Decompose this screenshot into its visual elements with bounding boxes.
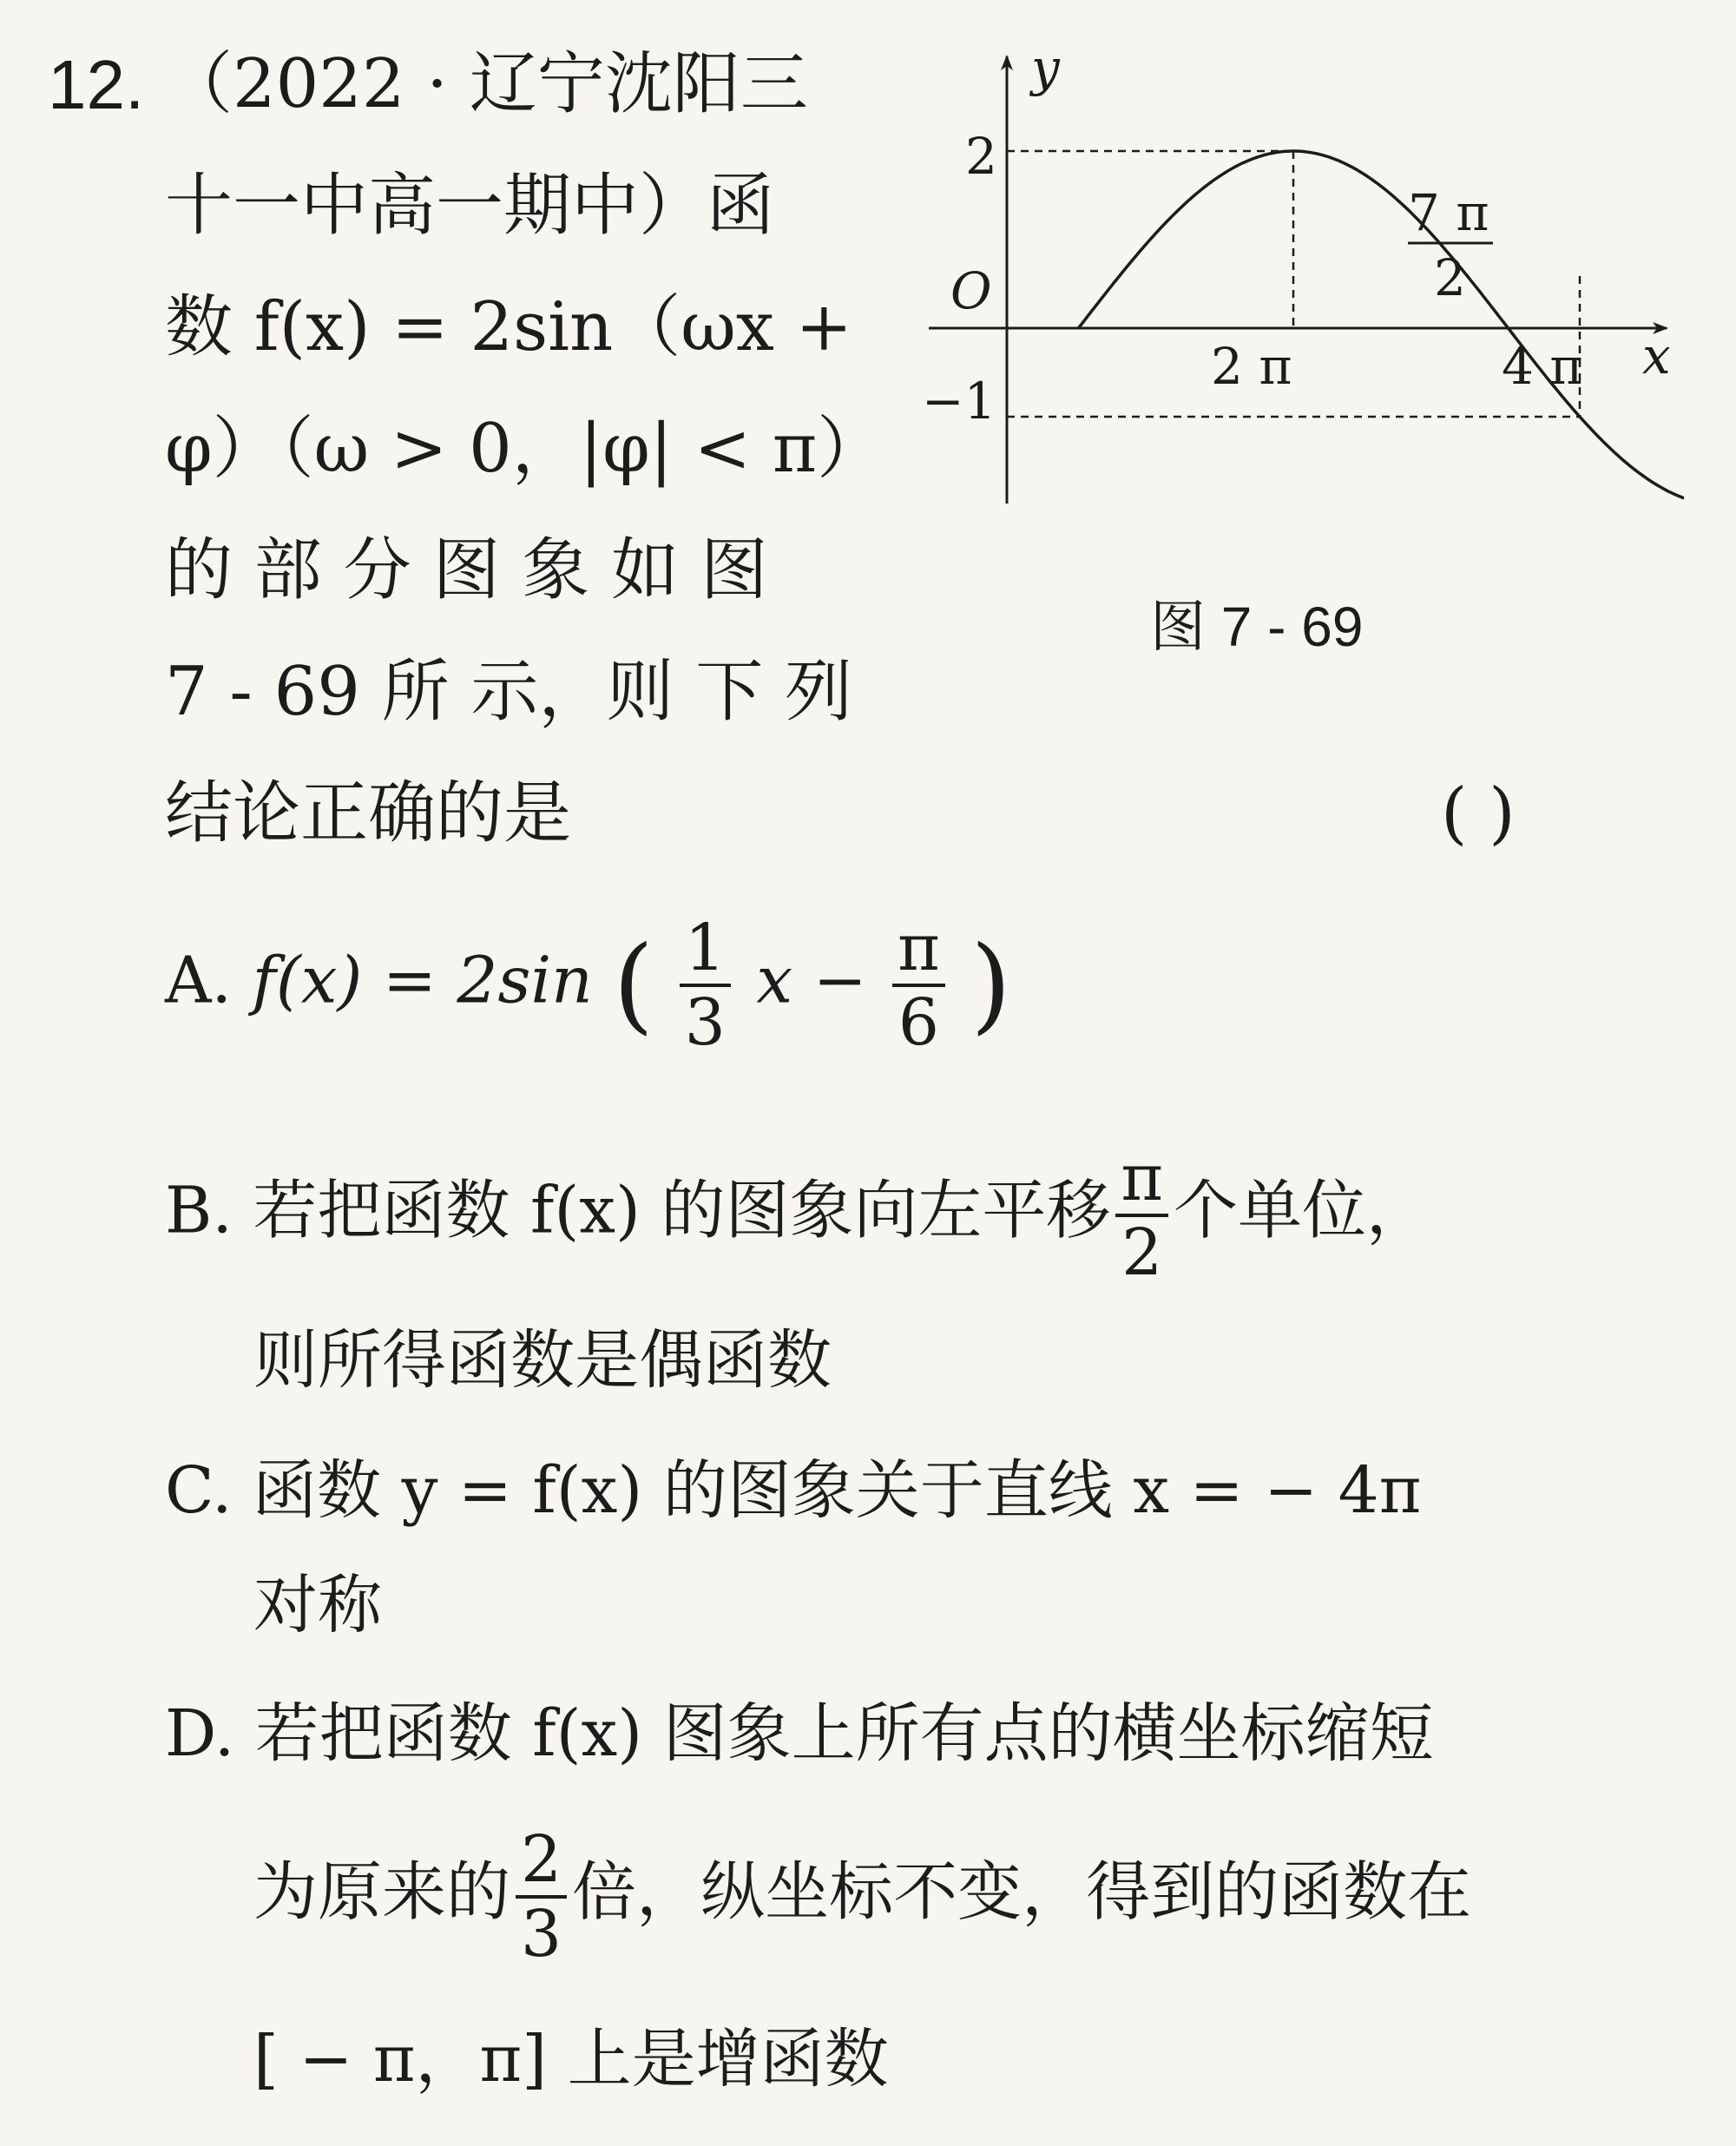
x-tick-7pi2-denominator: 2 <box>1434 248 1466 307</box>
option-d-line-2 <box>253 1822 1472 1972</box>
question-number: 12. <box>48 46 145 123</box>
option-b-text-post: 个单位， <box>1173 1173 1430 1248</box>
origin-label: O <box>950 261 992 320</box>
option-a[interactable] <box>165 911 1012 1060</box>
x-tick-7pi2-numerator: 7 π <box>1408 183 1489 242</box>
option-a-function: f(x) = 2sin <box>252 943 593 1018</box>
option-d-fraction: $\frac{2}{3}$ <box>516 1827 567 1966</box>
option-a-open-paren: ( <box>613 925 654 1045</box>
option-b-fraction: $\frac{\pi}{2}$ <box>1115 1146 1168 1285</box>
option-d-label: D. <box>165 1696 235 1771</box>
x-axis-label: x <box>1642 326 1671 385</box>
option-b-label: B. <box>165 1173 233 1248</box>
stem-line-6: 7 - 69 所 示，则 下 列 <box>165 653 852 731</box>
stem-line-1: （2022 · 辽宁沈阳三 <box>165 45 808 123</box>
option-b-line-2: 则所得函数是偶函数 <box>253 1323 832 1398</box>
option-c-line-2: 对称 <box>253 1568 382 1642</box>
stem-line-3: 数 f(x) = 2sin（ωx + <box>165 288 853 366</box>
option-d-line-3: [ − π，π] 上是增函数 <box>253 2022 889 2097</box>
option-d-text-post: 倍，纵坐标不变，得到的函数在 <box>572 1854 1472 1930</box>
stem-line-7: 结论正确的是 <box>165 774 572 852</box>
option-b-text-pre: 若把函数 f(x) 的图象向左平移 <box>253 1173 1111 1248</box>
option-a-fraction-1: $\frac{1}{3}$ <box>680 916 731 1055</box>
y-tick-neg1: −1 <box>922 372 996 431</box>
figure-caption: 图 7 - 69 <box>1150 596 1364 658</box>
x-tick-2pi: 2 π <box>1211 337 1292 396</box>
stem-line-4: φ）（ω > 0，|φ| < π） <box>165 410 885 488</box>
stem-line-2: 十一中高一期中）函 <box>165 167 775 245</box>
x-tick-4pi: 4 π <box>1502 337 1583 396</box>
y-tick-2: 2 <box>965 127 997 186</box>
option-a-label: A. <box>165 943 232 1018</box>
option-d-text: 若把函数 f(x) 图象上所有点的横坐标缩短 <box>254 1696 1434 1771</box>
y-axis-label: y <box>1031 43 1060 97</box>
option-a-close-paren: ) <box>970 925 1012 1045</box>
option-c-label: C. <box>165 1453 233 1528</box>
stem-line-5: 的 部 分 图 象 如 图 <box>165 531 768 609</box>
option-c[interactable] <box>165 1453 1422 1528</box>
option-a-fraction-2: $\frac{\pi}{6}$ <box>892 916 945 1055</box>
option-b[interactable] <box>165 1141 1430 1290</box>
function-graph <box>903 43 1684 668</box>
option-a-middle: x − <box>756 943 867 1018</box>
answer-blank[interactable]: ( ) <box>1441 774 1516 852</box>
option-d-text-pre: 为原来的 <box>253 1854 510 1930</box>
option-c-text: 函数 y = f(x) 的图象关于直线 x = − 4π <box>253 1453 1422 1528</box>
option-d[interactable] <box>165 1696 1434 1771</box>
